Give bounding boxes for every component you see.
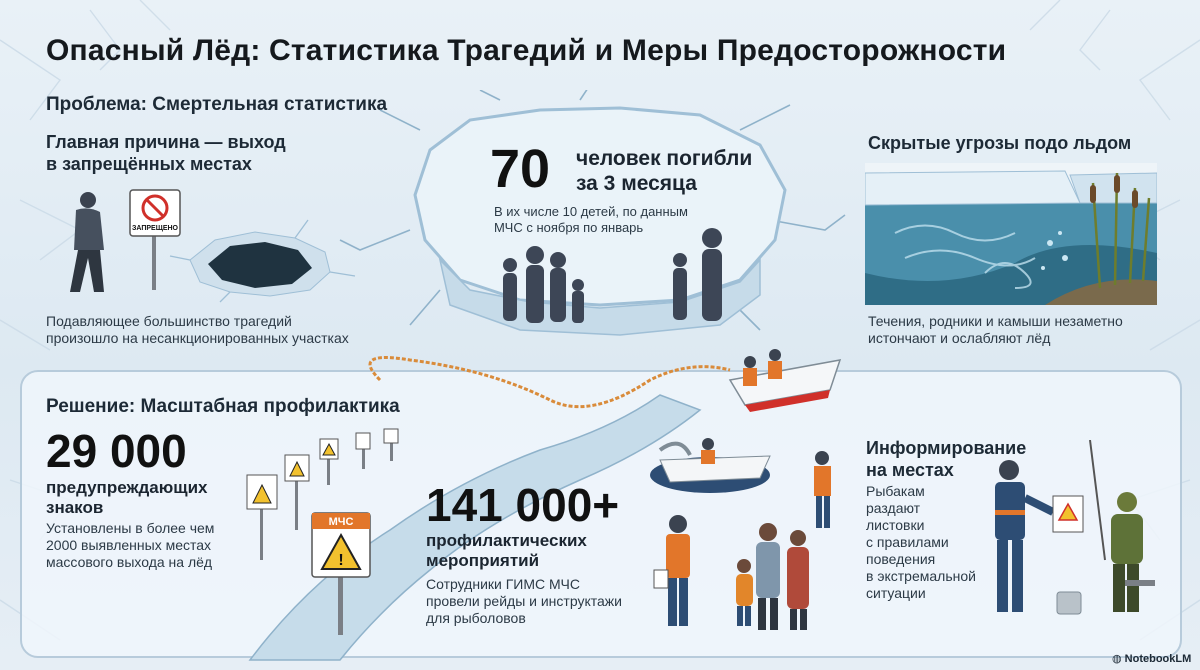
- signs-label-line2: знаков: [46, 498, 104, 517]
- brand-name: NotebookLM: [1124, 653, 1192, 665]
- problem-heading: Проблема: Смертельная статистика: [46, 94, 388, 115]
- sign-text: ЗАПРЕЩЕНО: [131, 225, 179, 232]
- sign-label-text: МЧС: [328, 516, 354, 528]
- page-title: Опасный Лёд: Статистика Трагедий и Меры Предосторожности: [46, 34, 1007, 67]
- signs-caption-line2: 2000 выявленных местах: [46, 537, 212, 553]
- svg-text:!: !: [338, 552, 344, 569]
- leaflet-icon: [1053, 496, 1083, 532]
- main-cause-caption-line1: Подавляющее большинство трагедий: [46, 313, 292, 329]
- deaths-number: 70: [490, 139, 551, 199]
- inform-title-line1: Информирование: [866, 438, 1027, 458]
- events-caption: [426, 576, 622, 627]
- brand-badge: [1112, 652, 1191, 665]
- deaths-label: [576, 146, 752, 196]
- inform-caption-line2: раздают: [866, 500, 921, 516]
- main-cause-title-line2: в запрещённых местах: [46, 154, 252, 174]
- signs-caption: [46, 520, 214, 571]
- signs-caption-line3: массового выхода на лёд: [46, 554, 213, 570]
- deaths-detail-line1: В их числе 10 детей, по данным: [494, 204, 688, 219]
- notebook-icon: ◍: [1112, 653, 1125, 665]
- inform-caption: [866, 483, 976, 602]
- officer-fisherman-illustration: [975, 440, 1175, 625]
- main-cause-title: [46, 131, 286, 175]
- signs-label: [46, 478, 208, 518]
- hidden-threats-title: Скрытые угрозы подо льдом: [868, 133, 1132, 153]
- warning-signs-illustration: [240, 425, 410, 640]
- events-label: [426, 531, 587, 571]
- hidden-threats-caption-line1: Течения, родники и камыши незаметно: [868, 313, 1123, 329]
- main-cause-title-line1: Главная причина — выход: [46, 132, 286, 152]
- signs-number: 29 000: [46, 425, 187, 477]
- solution-heading: Решение: Масштабная профилактика: [46, 396, 400, 417]
- inform-caption-line7: ситуации: [866, 585, 926, 601]
- inform-caption-line4: с правилами: [866, 534, 949, 550]
- events-caption-line2: провели рейды и инструктажи: [426, 593, 622, 609]
- mchs-officer-icon: [995, 460, 1053, 612]
- inform-title-line2: на местах: [866, 460, 954, 480]
- inform-caption-line1: Рыбакам: [866, 483, 925, 499]
- family-icon: [736, 523, 809, 630]
- hidden-threats-caption: [868, 313, 1123, 347]
- inform-caption-line5: поведения: [866, 551, 936, 567]
- instructor-family-illustration: [650, 510, 825, 635]
- signs-label-line1: предупреждающих: [46, 478, 208, 497]
- events-number: 141 000+: [426, 479, 620, 531]
- hovercraft-icon: [650, 438, 770, 493]
- warning-sign-large-icon: [312, 513, 370, 635]
- events-label-line1: профилактических: [426, 531, 587, 550]
- events-caption-line1: Сотрудники ГИМС МЧС: [426, 576, 580, 592]
- rescue-boat-icon: [730, 349, 840, 412]
- instructor-icon: [654, 515, 690, 626]
- inform-caption-line6: в экстремальной: [866, 568, 976, 584]
- signs-caption-line1: Установлены в более чем: [46, 520, 215, 536]
- deaths-detail: [494, 204, 688, 236]
- prohibited-sign-icon: [130, 190, 180, 290]
- under-ice-illustration: [865, 163, 1157, 305]
- deaths-label-line2: за 3 месяца: [576, 172, 697, 195]
- inform-caption-line3: листовки: [866, 517, 925, 533]
- main-cause-caption-line2: произошло на несанкционированных участках: [46, 330, 349, 346]
- hidden-threats-caption-line2: истончают и ослабляют лёд: [868, 330, 1051, 346]
- deaths-label-line1: человек погибли: [576, 147, 753, 170]
- deaths-detail-line2: МЧС с ноября по январь: [494, 220, 644, 235]
- walking-person-icon: [70, 192, 104, 292]
- events-caption-line3: для рыболовов: [426, 610, 526, 626]
- events-label-line2: мероприятий: [426, 551, 540, 570]
